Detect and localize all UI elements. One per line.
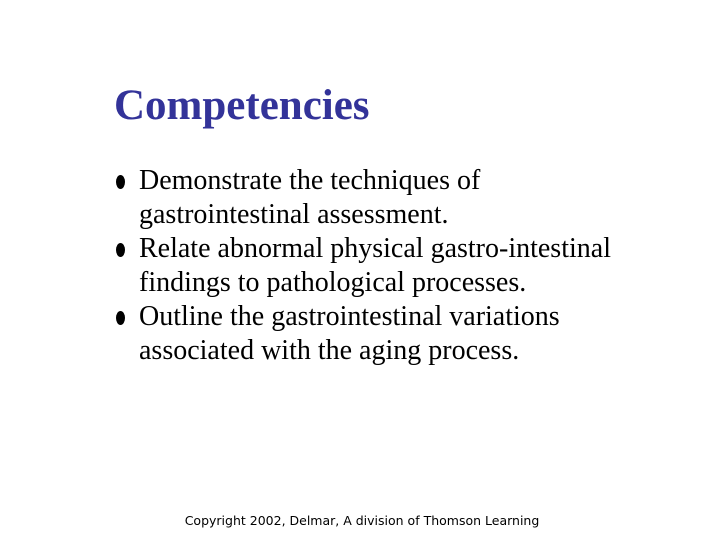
bullet-dot-icon: [116, 311, 125, 325]
bullet-dot-icon: [116, 175, 125, 189]
bullet-item: [116, 164, 636, 232]
bullet-text: Relate abnormal physical gastro-intestinal findings to pathological processes.: [139, 233, 611, 298]
bullet-text: Demonstrate the techniques of gastrointestinal assessment.: [139, 165, 481, 230]
copyright-footer: [0, 512, 720, 530]
bullet-list: [116, 164, 636, 368]
copyright-text: Copyright 2002, Delmar, A division of Thomson Learning: [184, 513, 540, 528]
bullet-text: Outline the gastrointestinal variations associated with the aging process.: [139, 301, 560, 366]
bullet-dot-icon: [116, 243, 125, 257]
slide-title: Competencies: [114, 82, 370, 129]
bullet-item: [116, 300, 636, 368]
bullet-item: [116, 232, 636, 300]
